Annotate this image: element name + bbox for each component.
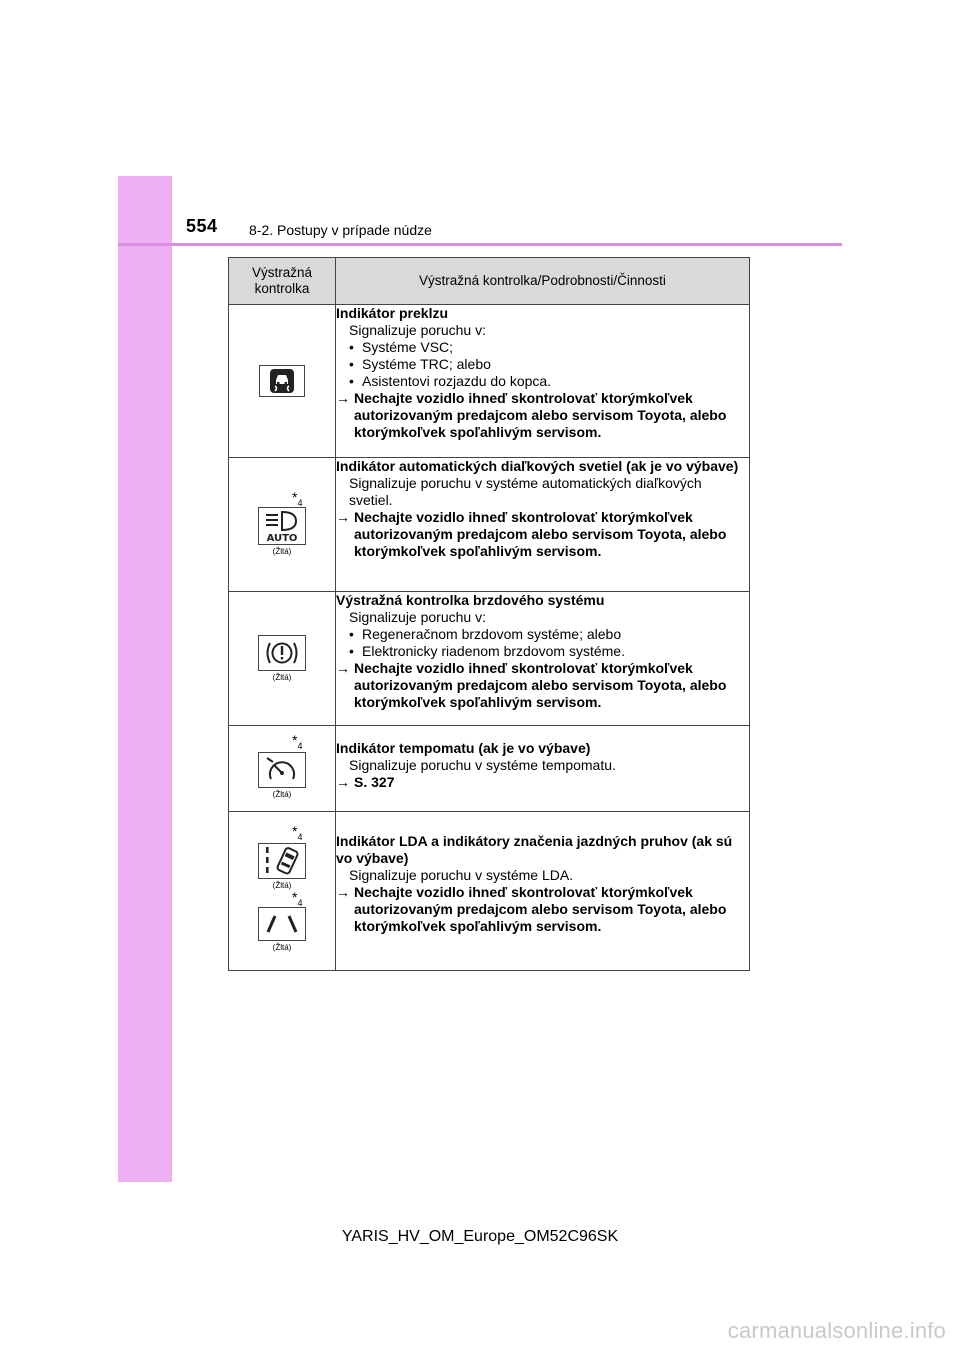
item-intro: Signalizuje poruchu v: [349, 322, 486, 338]
footnote-marker: $*_4$ [292, 731, 303, 751]
action-instruction: → Nechajte vozidlo ihneď skontrolovať ktorýmkoľvek autorizovaným predajcom alebo servisom Toyota, alebo ktorýmkoľvek spoľahlivým servisom. [336, 390, 727, 440]
table-row [229, 592, 750, 726]
bullet-item: • Elektronicky riadenom brzdovom systéme. [349, 643, 625, 659]
svg-text:AUTO: AUTO [266, 532, 298, 542]
action-instruction: → S. 327 [336, 774, 395, 790]
item-intro: Signalizuje poruchu v systéme automatických diaľkových svetiel. [349, 475, 702, 508]
color-note: (Žltá) [272, 789, 292, 799]
bullet-item: • Systéme TRC; alebo [349, 356, 491, 372]
table-row [229, 305, 750, 458]
color-note: (Žltá) [272, 546, 292, 556]
bullet-item: • Systéme VSC; [349, 339, 454, 355]
lane-markings-icon [258, 907, 306, 941]
color-note: (Žltá) [272, 881, 292, 890]
description-cell [336, 812, 750, 971]
item-title: Indikátor LDA a indikátory značenia jazdných pruhov (ak sú vo výbave) [336, 833, 733, 866]
table-row [229, 458, 750, 592]
color-note: (Žltá) [272, 943, 292, 952]
item-intro: Signalizuje poruchu v: [349, 609, 486, 625]
page-number: 554 [186, 216, 218, 236]
item-title: Indikátor automatických diaľkových svetiel (ak je vo výbave) [336, 458, 739, 474]
icon-cell [229, 592, 336, 726]
description-cell [336, 458, 750, 592]
item-title: Indikátor tempomatu (ak je vo výbave) [336, 740, 591, 756]
column-header-icon: Výstražná kontrolka [229, 258, 336, 305]
arrow-icon: → [336, 660, 350, 676]
header-divider [118, 243, 842, 246]
watermark: carmanualsonline.info [727, 1318, 946, 1343]
auto-high-beam-icon [258, 507, 306, 545]
arrow-icon: → [336, 774, 350, 790]
action-instruction: → Nechajte vozidlo ihneď skontrolovať ktorýmkoľvek autorizovaným predajcom alebo servisom Toyota, alebo ktorýmkoľvek spoľahlivým servisom. [336, 509, 727, 559]
cruise-control-icon [258, 752, 306, 788]
table-header-row [229, 258, 750, 305]
column-header-description: Výstražná kontrolka/Podrobnosti/Činnosti [336, 258, 750, 305]
item-intro: Signalizuje poruchu v systéme LDA. [349, 867, 574, 883]
action-instruction: → Nechajte vozidlo ihneď skontrolovať ktorýmkoľvek autorizovaným predajcom alebo servisom Toyota, alebo ktorýmkoľvek spoľahlivým servisom. [336, 660, 727, 710]
footnote-marker: $*_4$ [292, 823, 303, 842]
table-row [229, 812, 750, 971]
icon-cell [229, 305, 336, 458]
arrow-icon: → [336, 509, 350, 525]
footnote-marker: $*_4$ [292, 889, 303, 908]
color-note: (Žltá) [272, 672, 292, 682]
item-title: Výstražná kontrolka brzdového systému [336, 592, 605, 608]
description-cell [336, 592, 750, 726]
arrow-icon: → [336, 884, 350, 900]
bullet-item: • Asistentovi rozjazdu do kopca. [349, 373, 552, 389]
warning-lights-table [228, 257, 750, 971]
table-row [229, 726, 750, 812]
item-title: Indikátor preklzu [336, 305, 449, 321]
document-code: YARIS_HV_OM_Europe_OM52C96SK [341, 1228, 619, 1245]
brake-system-warning-icon [258, 635, 306, 671]
lda-indicator-icon [258, 843, 306, 879]
action-instruction: → Nechajte vozidlo ihneď skontrolovať ktorýmkoľvek autorizovaným predajcom alebo servisom Toyota, alebo ktorýmkoľvek spoľahlivým servisom. [336, 884, 727, 934]
side-tab-band [118, 176, 172, 1182]
description-cell [336, 305, 750, 458]
section-title: 8-2. Postupy v prípade núdze [249, 222, 432, 238]
item-intro: Signalizuje poruchu v systéme tempomatu. [349, 757, 616, 773]
skid-indicator-icon [259, 365, 305, 397]
bullet-item: • Regeneračnom brzdovom systéme; alebo [349, 626, 622, 642]
icon-cell [229, 458, 336, 592]
description-cell [336, 726, 750, 812]
arrow-icon: → [336, 390, 350, 406]
icon-cell [229, 812, 336, 971]
footnote-marker: $*_4$ [292, 488, 303, 508]
icon-cell [229, 726, 336, 812]
